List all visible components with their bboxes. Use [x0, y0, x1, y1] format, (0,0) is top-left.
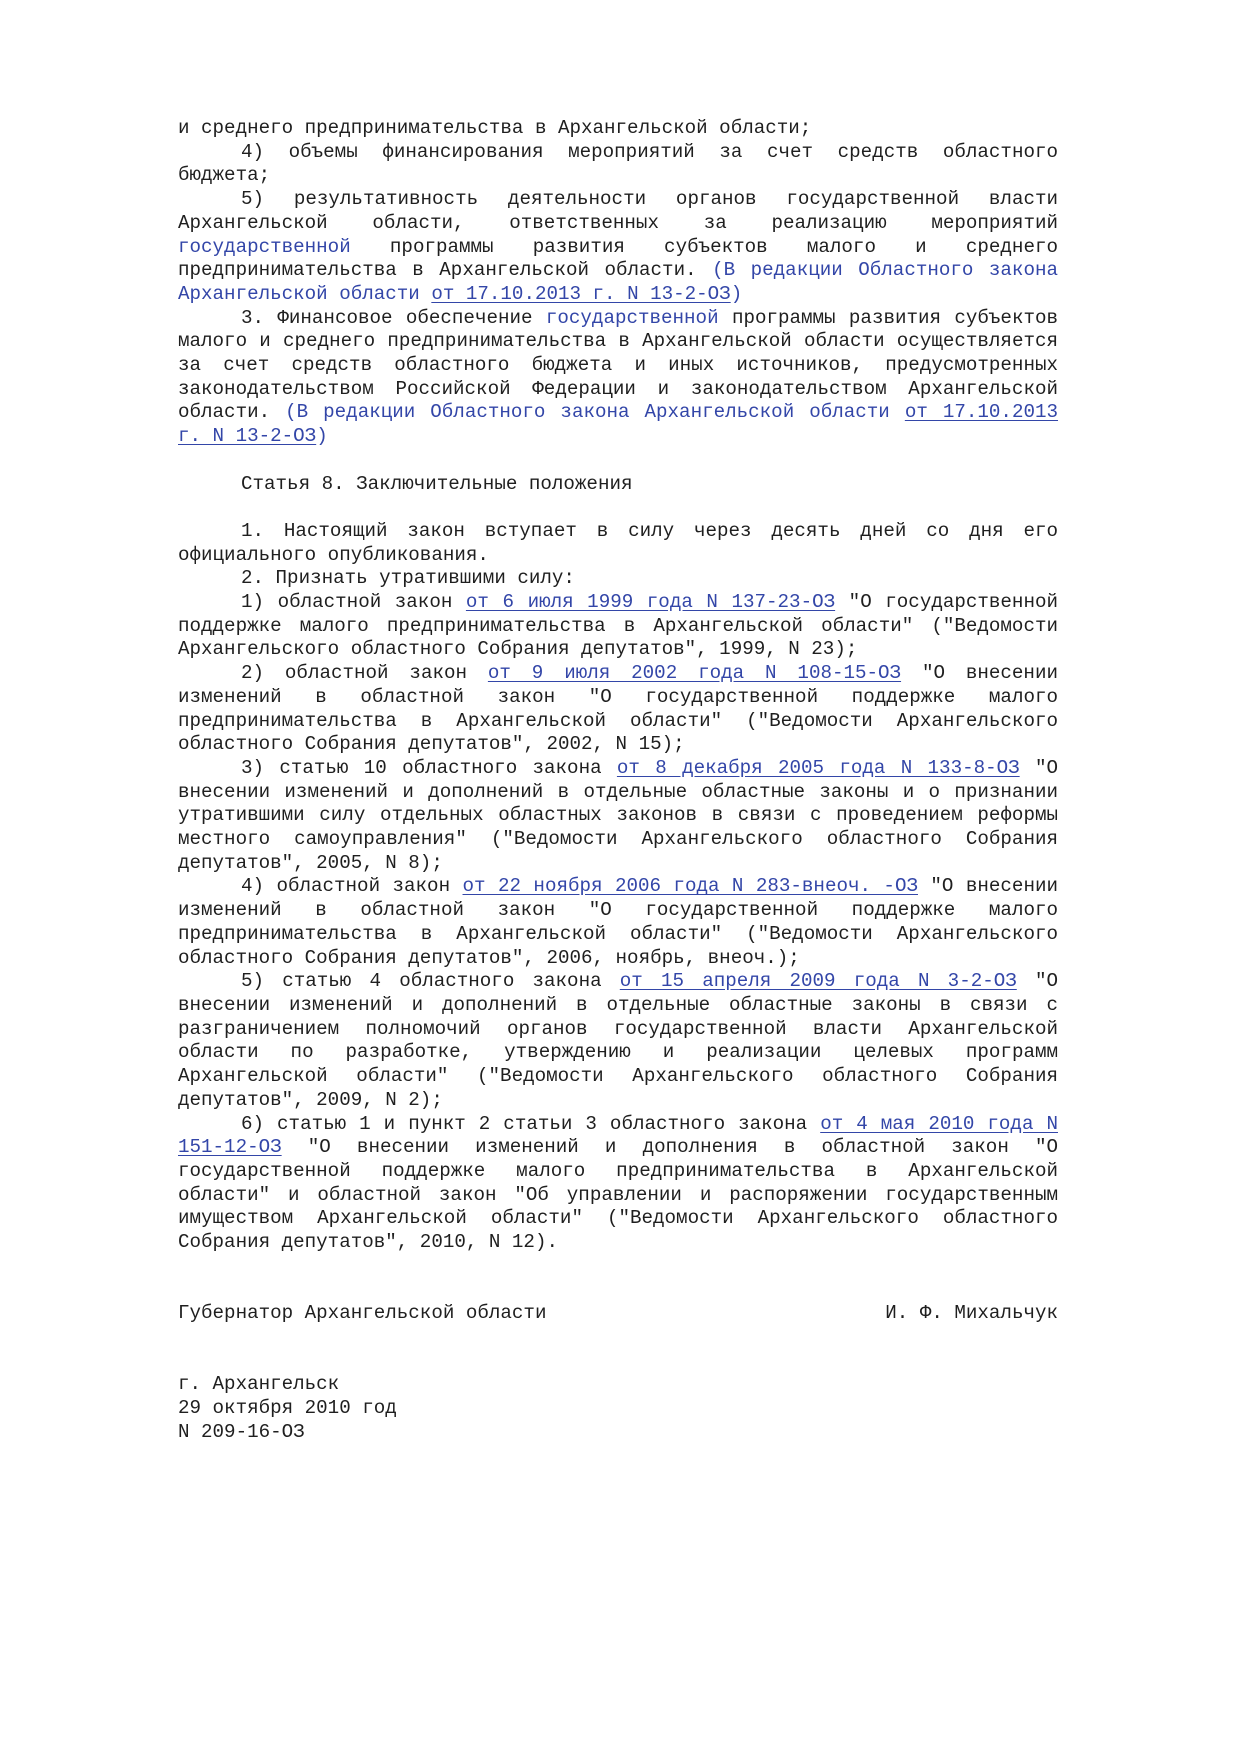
law-link[interactable]: от 22 ноября 2006 года N 283-внеоч. -ОЗ — [462, 875, 918, 898]
program-link[interactable]: государственной — [178, 235, 351, 258]
paragraph-item-5: 5) результативность деятельности органов государственной власти Архангельской области, ответственных за реализацию мероприятий государственной программы развития субъектов малого и среднего предпринимательства в Архангельской области. (В редакции Областного закона Архангельской области от 17.10.2013 г. N 13-2-ОЗ) — [178, 188, 1058, 305]
law-number: N 209-16-ОЗ — [178, 1420, 305, 1443]
law-link[interactable]: от 9 июля 2002 года N 108-15-ОЗ — [487, 662, 902, 685]
article-title: Статья 8. Заключительные положения — [241, 472, 633, 495]
issue-city: г. Архангельск — [178, 1373, 340, 1396]
signature-block — [178, 1302, 1058, 1326]
repeal-item-2: 2) областной закон от 9 июля 2002 года N 108-15-ОЗ "О внесении изменений в областной закон "О государственной поддержке малого предпринимательства в Архангельской области" ("Ведомости Архангельского областного Собрания депутатов", 2002, N 15); — [178, 662, 1058, 756]
paragraph-item-4: 4) объемы финансирования мероприятий за счет средств областного бюджета; — [178, 140, 1058, 187]
document-body — [178, 117, 1058, 1444]
signer-name: И. Ф. Михальчук — [885, 1302, 1058, 1325]
edition-note: (В редакции Областного закона Архангельской области от 17.10.2013 г. N 13-2-ОЗ) — [178, 259, 1058, 305]
repeal-item-3: 3) статью 10 областного закона от 8 декабря 2005 года N 133-8-ОЗ "О внесении изменений и дополнений в отдельные областные законы и о признании утратившими силу отдельных областных законов в связи с проведением реформы местного самоуправления" ("Ведомости Архангельского областного Собрания депутатов", 2005, N 8); — [178, 756, 1058, 874]
spacer — [178, 1326, 1058, 1373]
repeal-item-6: 6) статью 1 и пункт 2 статьи 3 областного закона от 4 мая 2010 года N 151-12-ОЗ "О внесении изменений и дополнения в областной закон "О государственной поддержке малого предпринимательства в Архангельской области" и областной закон "Об управлении и распоряжении государственным имуществом Архангельской области" ("Ведомости Архангельского областного Собрания депутатов", 2010, N 12). — [178, 1112, 1058, 1254]
signer-title: Губернатор Архангельской области — [178, 1302, 547, 1325]
law-link[interactable]: от 8 декабря 2005 года N 133-8-ОЗ — [616, 756, 1020, 779]
paragraph-financing: 3. Финансовое обеспечение государственной программы развития субъектов малого и среднего предпринимательства в Архангельской области осуществляется за счет средств областного бюджета и иных источников, предусмотренных законодательством Российской Федерации и законодательством Архангельской области. (В редакции Областного закона Архангельской области от 17.10.2013 г. N 13-2-ОЗ) — [178, 306, 1059, 448]
edition-law-link[interactable]: от 17.10.2013 г. N 13-2-ОЗ — [178, 401, 1059, 448]
edition-note: (В редакции Областного закона Архангельской области от 17.10.2013 г. N 13-2-ОЗ) — [178, 401, 1059, 448]
law-link[interactable]: от 15 апреля 2009 года N 3-2-ОЗ — [619, 970, 1017, 993]
spacer — [178, 449, 1058, 473]
law-link[interactable]: от 6 июля 1999 года N 137-23-ОЗ — [465, 591, 836, 614]
edition-law-link[interactable]: от 17.10.2013 г. N 13-2-ОЗ — [431, 282, 731, 305]
article8-paragraph-1: 1. Настоящий закон вступает в силу через десять дней со дня его официального опубликования. — [178, 519, 1058, 566]
repeal-item-4: 4) областной закон от 22 ноября 2006 года N 283-внеоч. -ОЗ "О внесении изменений в областной закон "О государственной поддержке малого предпринимательства в Архангельской области" ("Ведомости Архангельского областного Собрания депутатов", 2006, ноябрь, внеоч.); — [178, 875, 1058, 969]
repeal-item-1: 1) областной закон от 6 июля 1999 года N 137-23-ОЗ "О государственной поддержке малого предпринимательства в Архангельской области" ("Ведомости Архангельского областного Собрания депутатов", 1999, N 23); — [178, 591, 1058, 661]
issue-date: 29 октября 2010 год — [178, 1396, 397, 1419]
repeal-item-5: 5) статью 4 областного закона от 15 апреля 2009 года N 3-2-ОЗ "О внесении изменений и дополнений в отдельные областные законы в связи с разграничением полномочий органов государственной власти Архангельской области по разработке, утверждению и реализации целевых программ Архангельской области" ("Ведомости Архангельского областного Собрания депутатов", 2009, N 2); — [178, 970, 1058, 1111]
spacer — [178, 496, 1058, 520]
article8-paragraph-2: 2. Признать утратившими силу: — [241, 567, 575, 590]
spacer — [178, 1255, 1058, 1302]
law-link[interactable]: от 4 мая 2010 года N 151-12-ОЗ — [178, 1112, 1058, 1159]
paragraph-continuation: и среднего предпринимательства в Архангельской области; — [178, 117, 812, 139]
program-link[interactable]: государственной — [545, 306, 719, 329]
